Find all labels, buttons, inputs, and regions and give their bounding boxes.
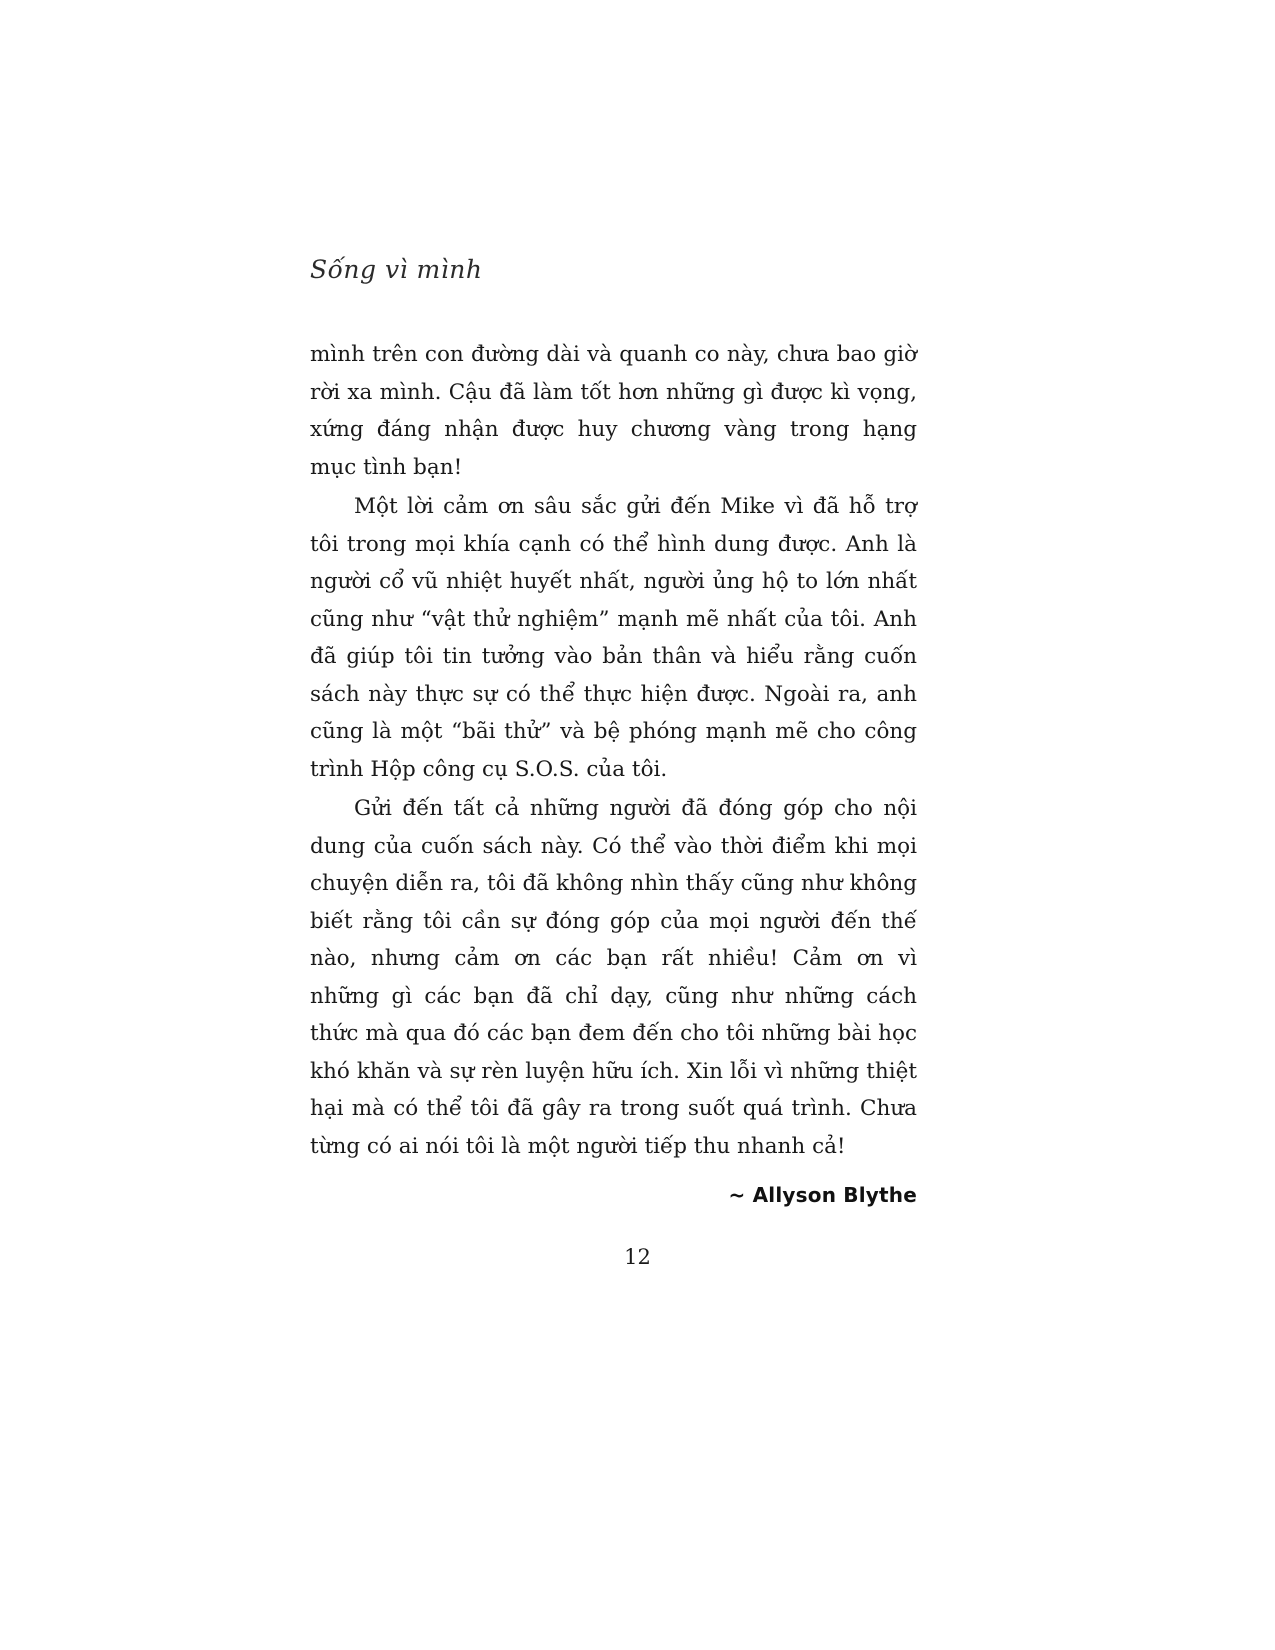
paragraph: mình trên con đường dài và quanh co này, chưa bao giờ rời xa mình. Cậu đã làm tốt hơn những gì được kì vọng, xứng đáng nhận được huy chương vàng trong hạng mục tình bạn! bbox=[310, 342, 917, 480]
running-head: Sống vì mình bbox=[310, 255, 483, 284]
page-content bbox=[310, 255, 917, 1207]
paragraph: Một lời cảm ơn sâu sắc gửi đến Mike vì đã hỗ trợ tôi trong mọi khía cạnh có thể hình dung được. Anh là người cổ vũ nhiệt huyết nhất, người ủng hộ to lớn nhất cũng như “vật thử nghiệm” mạnh mẽ nhất của tôi. Anh đã giúp tôi tin tưởng vào bản thân và hiểu rằng cuốn sách này thực sự có thể thực hiện được. Ngoài ra, anh cũng là một “bãi thử” và bệ phóng mạnh mẽ cho công trình Hộp công cụ S.O.S. của tôi. bbox=[310, 494, 917, 782]
signature-attribution: ~ Allyson Blythe bbox=[728, 1183, 917, 1207]
page-number: 12 bbox=[624, 1245, 651, 1269]
paragraph: Gửi đến tất cả những người đã đóng góp cho nội dung của cuốn sách này. Có thể vào thời điểm khi mọi chuyện diễn ra, tôi đã không nhìn thấy cũng như không biết rằng tôi cần sự đóng góp của mọi người đến thế nào, nhưng cảm ơn các bạn rất nhiều! Cảm ơn vì những gì các bạn đã chỉ dạy, cũng như những cách thức mà qua đó các bạn đem đến cho tôi những bài học khó khăn và sự rèn luyện hữu ích. Xin lỗi vì những thiệt hại mà có thể tôi đã gây ra trong suốt quá trình. Chưa từng có ai nói tôi là một người tiếp thu nhanh cả! bbox=[310, 796, 917, 1159]
